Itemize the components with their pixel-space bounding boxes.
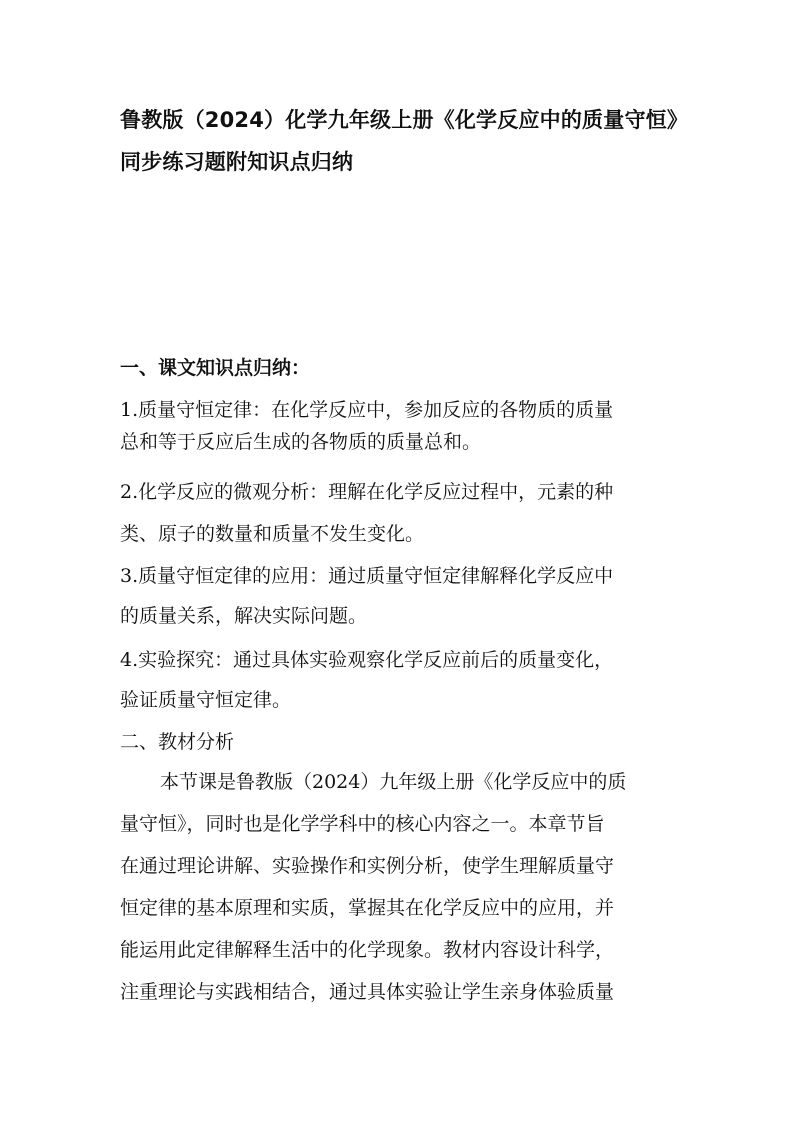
section-heading-textbook-analysis: 二、教材分析	[120, 731, 235, 753]
analysis-paragraph-line: 量守恒》，同时也是化学学科中的核心内容之一。本章节旨	[120, 813, 605, 835]
analysis-paragraph-line: 注重理论与实践相结合，通过具体实验让学生亲身体验质量	[120, 981, 615, 1003]
knowledge-point-line: 2.化学反应的微观分析：理解在化学反应过程中，元素的种	[120, 481, 614, 503]
section-heading-knowledge-points: 一、课文知识点归纳：	[120, 357, 311, 379]
analysis-paragraph-line: 恒定律的基本原理和实质，掌握其在化学反应中的应用，并	[120, 897, 615, 919]
knowledge-point-line: 总和等于反应后生成的各物质的质量总和。	[120, 431, 482, 453]
analysis-paragraph-line: 能运用此定律解释生活中的化学现象。教材内容设计科学，	[120, 939, 615, 961]
analysis-paragraph-line: 在通过理论讲解、实验操作和实例分析，使学生理解质量守	[120, 855, 615, 877]
knowledge-point-line: 3.质量守恒定律的应用：通过质量守恒定律解释化学反应中	[120, 565, 614, 587]
knowledge-point-line: 1.质量守恒定律：在化学反应中，参加反应的各物质的质量	[120, 399, 614, 421]
knowledge-point-line: 验证质量守恒定律。	[120, 689, 292, 711]
analysis-paragraph-line: 本节课是鲁教版（2024）九年级上册《化学反应中的质	[160, 771, 627, 793]
document-title-line-1: 鲁教版（2024）化学九年级上册《化学反应中的质量守恒》	[120, 108, 689, 132]
knowledge-point-line: 的质量关系，解决实际问题。	[120, 605, 368, 627]
knowledge-point-line: 4.实验探究：通过具体实验观察化学反应前后的质量变化，	[120, 649, 614, 671]
knowledge-point-line: 类、原子的数量和质量不发生变化。	[120, 523, 425, 545]
document-title-line-2: 同步练习题附知识点归纳	[120, 150, 354, 174]
